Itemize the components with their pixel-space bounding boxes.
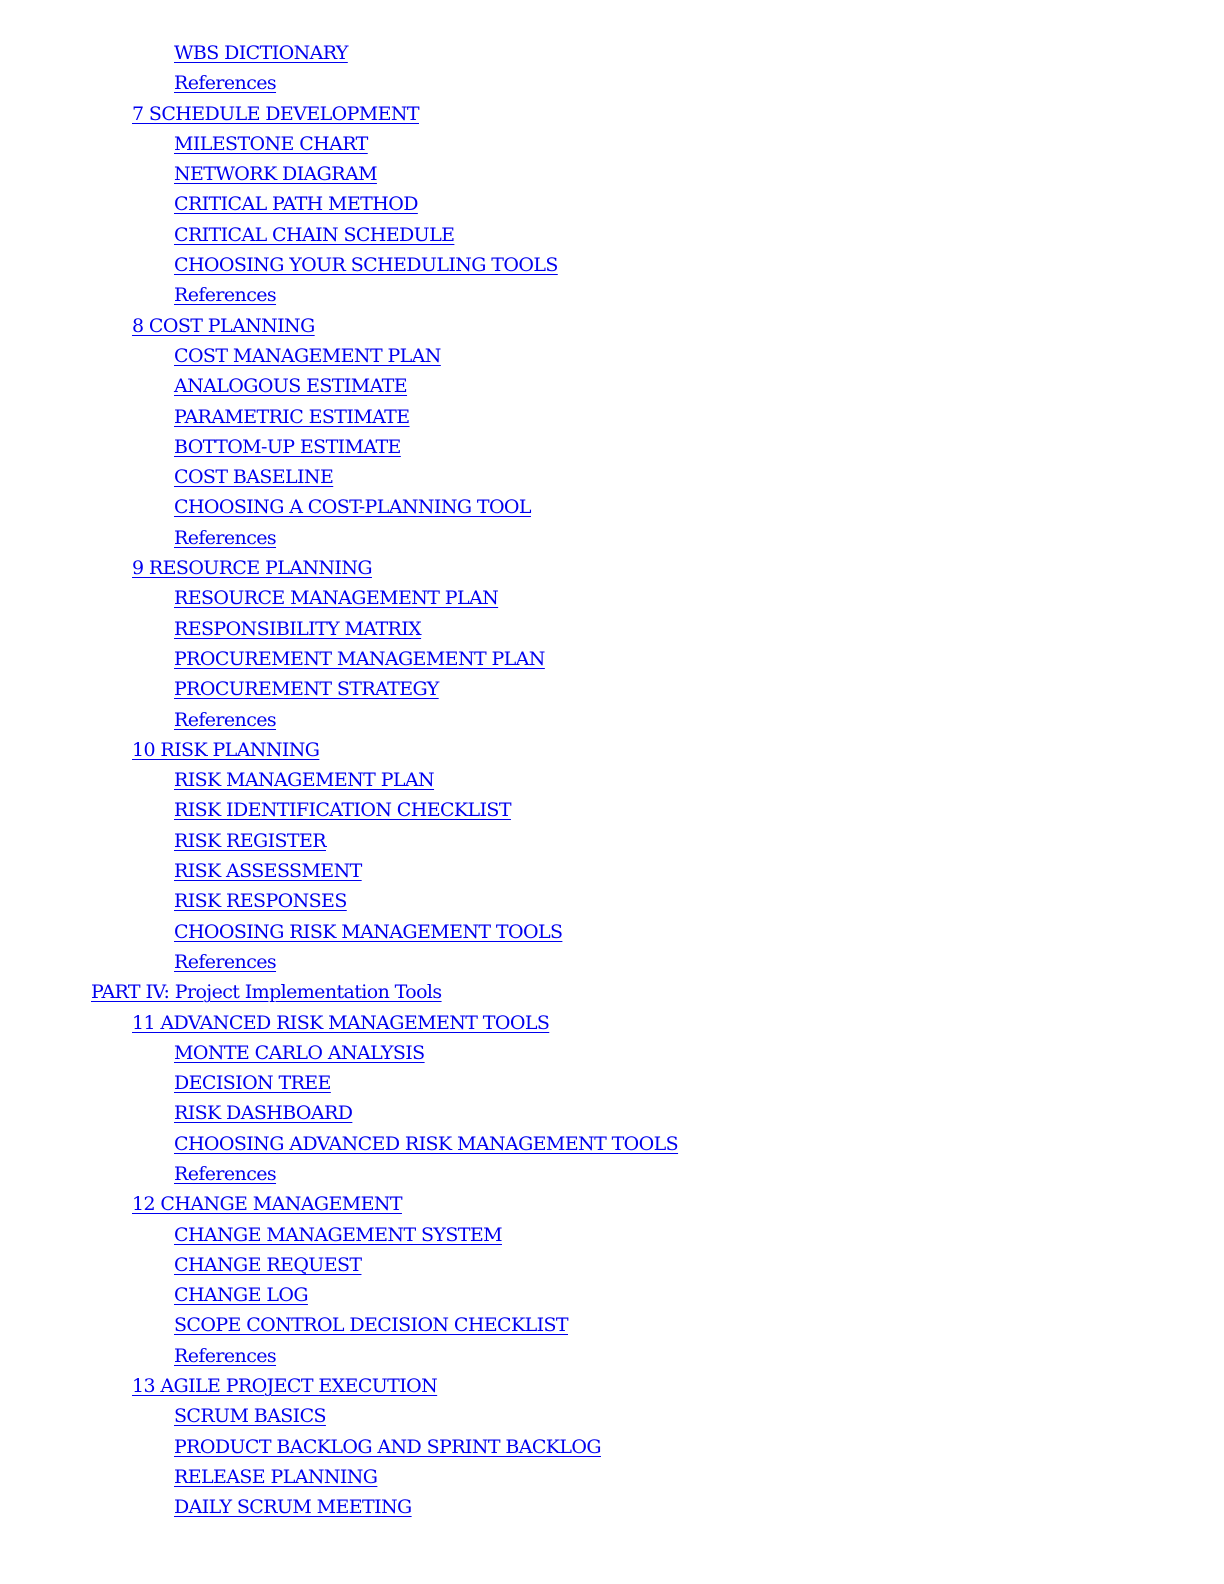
toc-section-entry — [0, 523, 1224, 553]
toc-link[interactable]: 7 SCHEDULE DEVELOPMENT — [132, 102, 419, 125]
toc-section-entry — [0, 341, 1224, 371]
table-of-contents — [0, 38, 1224, 1523]
toc-section-entry — [0, 1310, 1224, 1340]
toc-section-entry — [0, 1250, 1224, 1280]
toc-link[interactable]: COST MANAGEMENT PLAN — [174, 344, 441, 367]
toc-section-entry — [0, 674, 1224, 704]
toc-link[interactable]: 13 AGILE PROJECT EXECUTION — [132, 1375, 438, 1398]
toc-link[interactable]: COST BASELINE — [174, 466, 334, 489]
toc-section-entry — [0, 250, 1224, 280]
toc-section-entry — [0, 614, 1224, 644]
toc-link[interactable]: RELEASE PLANNING — [174, 1465, 378, 1488]
toc-link[interactable]: 9 RESOURCE PLANNING — [132, 557, 372, 580]
toc-link[interactable]: 11 ADVANCED RISK MANAGEMENT TOOLS — [132, 1011, 550, 1034]
toc-link[interactable]: CHOOSING YOUR SCHEDULING TOOLS — [174, 254, 558, 277]
toc-link[interactable]: CRITICAL CHAIN SCHEDULE — [174, 223, 455, 246]
toc-link[interactable]: ANALOGOUS ESTIMATE — [174, 375, 408, 398]
toc-link[interactable]: CHANGE LOG — [174, 1284, 308, 1307]
toc-section-entry — [0, 1401, 1224, 1431]
toc-link[interactable]: RISK IDENTIFICATION CHECKLIST — [174, 799, 511, 822]
toc-link[interactable]: CHANGE REQUEST — [174, 1253, 362, 1276]
toc-section-entry — [0, 826, 1224, 856]
toc-link[interactable]: RESPONSIBILITY MATRIX — [174, 617, 422, 640]
toc-section-entry — [0, 795, 1224, 825]
toc-section-entry — [0, 765, 1224, 795]
toc-section-entry — [0, 1462, 1224, 1492]
toc-section-entry — [0, 220, 1224, 250]
toc-link[interactable]: PARAMETRIC ESTIMATE — [174, 405, 410, 428]
toc-link[interactable]: References — [174, 1162, 277, 1185]
toc-section-entry — [0, 189, 1224, 219]
toc-chapter-entry — [0, 1189, 1224, 1219]
toc-link[interactable]: RISK ASSESSMENT — [174, 860, 362, 883]
toc-section-entry — [0, 917, 1224, 947]
toc-section-entry — [0, 1068, 1224, 1098]
toc-link[interactable]: CHOOSING A COST-PLANNING TOOL — [174, 496, 531, 519]
toc-section-entry — [0, 129, 1224, 159]
toc-link[interactable]: CHANGE MANAGEMENT SYSTEM — [174, 1223, 502, 1246]
toc-section-entry — [0, 886, 1224, 916]
toc-section-entry — [0, 1492, 1224, 1522]
toc-chapter-entry — [0, 553, 1224, 583]
toc-section-entry — [0, 1220, 1224, 1250]
toc-link[interactable]: References — [174, 1344, 277, 1367]
toc-chapter-entry — [0, 735, 1224, 765]
toc-section-entry — [0, 1129, 1224, 1159]
toc-section-entry — [0, 38, 1224, 68]
toc-link[interactable]: CRITICAL PATH METHOD — [174, 193, 418, 216]
toc-chapter-entry — [0, 1008, 1224, 1038]
toc-link[interactable]: PROCUREMENT MANAGEMENT PLAN — [174, 647, 545, 670]
toc-link[interactable]: 12 CHANGE MANAGEMENT — [132, 1193, 402, 1216]
toc-link[interactable]: RISK DASHBOARD — [174, 1102, 353, 1125]
toc-link[interactable]: References — [174, 950, 277, 973]
toc-link[interactable]: References — [174, 72, 277, 95]
toc-link[interactable]: RISK RESPONSES — [174, 890, 347, 913]
toc-link[interactable]: 10 RISK PLANNING — [132, 738, 320, 761]
toc-section-entry — [0, 68, 1224, 98]
toc-link[interactable]: SCOPE CONTROL DECISION CHECKLIST — [174, 1314, 569, 1337]
toc-section-entry — [0, 432, 1224, 462]
toc-section-entry — [0, 371, 1224, 401]
toc-section-entry — [0, 402, 1224, 432]
toc-link[interactable]: CHOOSING RISK MANAGEMENT TOOLS — [174, 920, 563, 943]
toc-link[interactable]: NETWORK DIAGRAM — [174, 163, 377, 186]
toc-section-entry — [0, 1341, 1224, 1371]
toc-link[interactable]: PRODUCT BACKLOG AND SPRINT BACKLOG — [174, 1435, 601, 1458]
toc-link[interactable]: MONTE CARLO ANALYSIS — [174, 1041, 425, 1064]
toc-section-entry — [0, 492, 1224, 522]
toc-chapter-entry — [0, 311, 1224, 341]
toc-link[interactable]: RISK REGISTER — [174, 829, 326, 852]
toc-link[interactable]: MILESTONE CHART — [174, 132, 368, 155]
toc-link[interactable]: DAILY SCRUM MEETING — [174, 1496, 412, 1519]
toc-link[interactable]: PART IV: Project Implementation Tools — [91, 981, 442, 1004]
toc-link[interactable]: RESOURCE MANAGEMENT PLAN — [174, 587, 499, 610]
toc-section-entry — [0, 947, 1224, 977]
toc-section-entry — [0, 1159, 1224, 1189]
toc-section-entry — [0, 462, 1224, 492]
toc-section-entry — [0, 1098, 1224, 1128]
toc-chapter-entry — [0, 1371, 1224, 1401]
toc-link[interactable]: CHOOSING ADVANCED RISK MANAGEMENT TOOLS — [174, 1132, 679, 1155]
toc-link[interactable]: BOTTOM-UP ESTIMATE — [174, 435, 401, 458]
toc-link[interactable]: WBS DICTIONARY — [174, 42, 348, 64]
toc-section-entry — [0, 159, 1224, 189]
toc-section-entry — [0, 644, 1224, 674]
toc-link[interactable]: References — [174, 708, 277, 731]
toc-section-entry — [0, 705, 1224, 735]
toc-section-entry — [0, 1280, 1224, 1310]
toc-section-entry — [0, 280, 1224, 310]
toc-link[interactable]: References — [174, 526, 277, 549]
toc-link[interactable]: References — [174, 284, 277, 307]
toc-section-entry — [0, 1038, 1224, 1068]
toc-section-entry — [0, 1432, 1224, 1462]
toc-link[interactable]: 8 COST PLANNING — [132, 314, 315, 337]
toc-section-entry — [0, 583, 1224, 613]
toc-chapter-entry — [0, 99, 1224, 129]
toc-link[interactable]: RISK MANAGEMENT PLAN — [174, 769, 435, 792]
toc-part-entry — [0, 977, 1224, 1007]
toc-link[interactable]: PROCUREMENT STRATEGY — [174, 678, 439, 701]
toc-link[interactable]: DECISION TREE — [174, 1072, 331, 1095]
toc-link[interactable]: SCRUM BASICS — [174, 1405, 326, 1428]
toc-section-entry — [0, 856, 1224, 886]
